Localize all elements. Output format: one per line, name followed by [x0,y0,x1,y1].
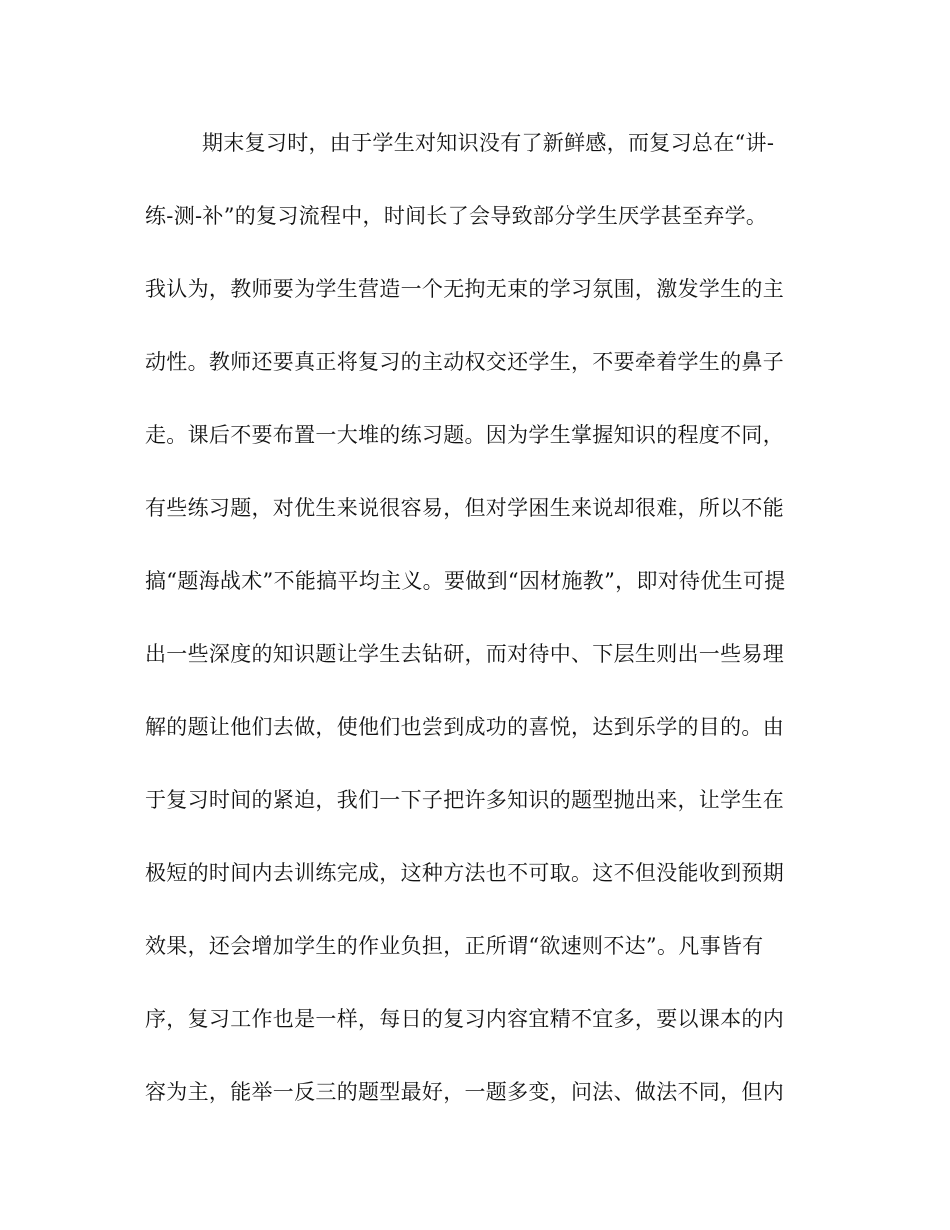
text-line: 于复习时间的紧迫，我们一下子把许多知识的题型抛出来，让学生在 [145,788,784,812]
text-line: 有些练习题，对优生来说很容易，但对学困生来说却很难，所以不能 [145,496,784,520]
text-line: 我认为，教师要为学生营造一个无拘无束的学习氛围，激发学生的主 [145,277,784,301]
text-line: 期末复习时，由于学生对知识没有了新鲜感，而复习总在“讲- [202,131,775,155]
text-line: 走。课后不要布置一大堆的练习题。因为学生掌握知识的程度不同， [145,423,784,447]
text-line: 搞“题海战术”不能搞平均主义。要做到“因材施教”，即对待优生可提 [145,569,786,593]
text-line: 容为主，能举一反三的题型最好，一题多变，问法、做法不同，但内 [145,1080,784,1104]
text-line: 练-测-补”的复习流程中，时间长了会导致部分学生厌学甚至弃学。 [145,204,768,228]
text-line: 动性。教师还要真正将复习的主动权交还学生，不要牵着学生的鼻子 [145,350,784,374]
text-line: 出一些深度的知识题让学生去钻研，而对待中、下层生则出一些易理 [145,642,784,666]
body-paragraph [145,125,805,1147]
text-line: 序，复习工作也是一样，每日的复习内容宜精不宜多，要以课本的内 [145,1007,784,1031]
text-line: 解的题让他们去做，使他们也尝到成功的喜悦，达到乐学的目的。由 [145,715,784,739]
text-line: 极短的时间内去训练完成，这种方法也不可取。这不但没能收到预期 [145,861,784,885]
text-line: 效果，还会增加学生的作业负担，正所谓“欲速则不达”。凡事皆有 [145,934,764,958]
